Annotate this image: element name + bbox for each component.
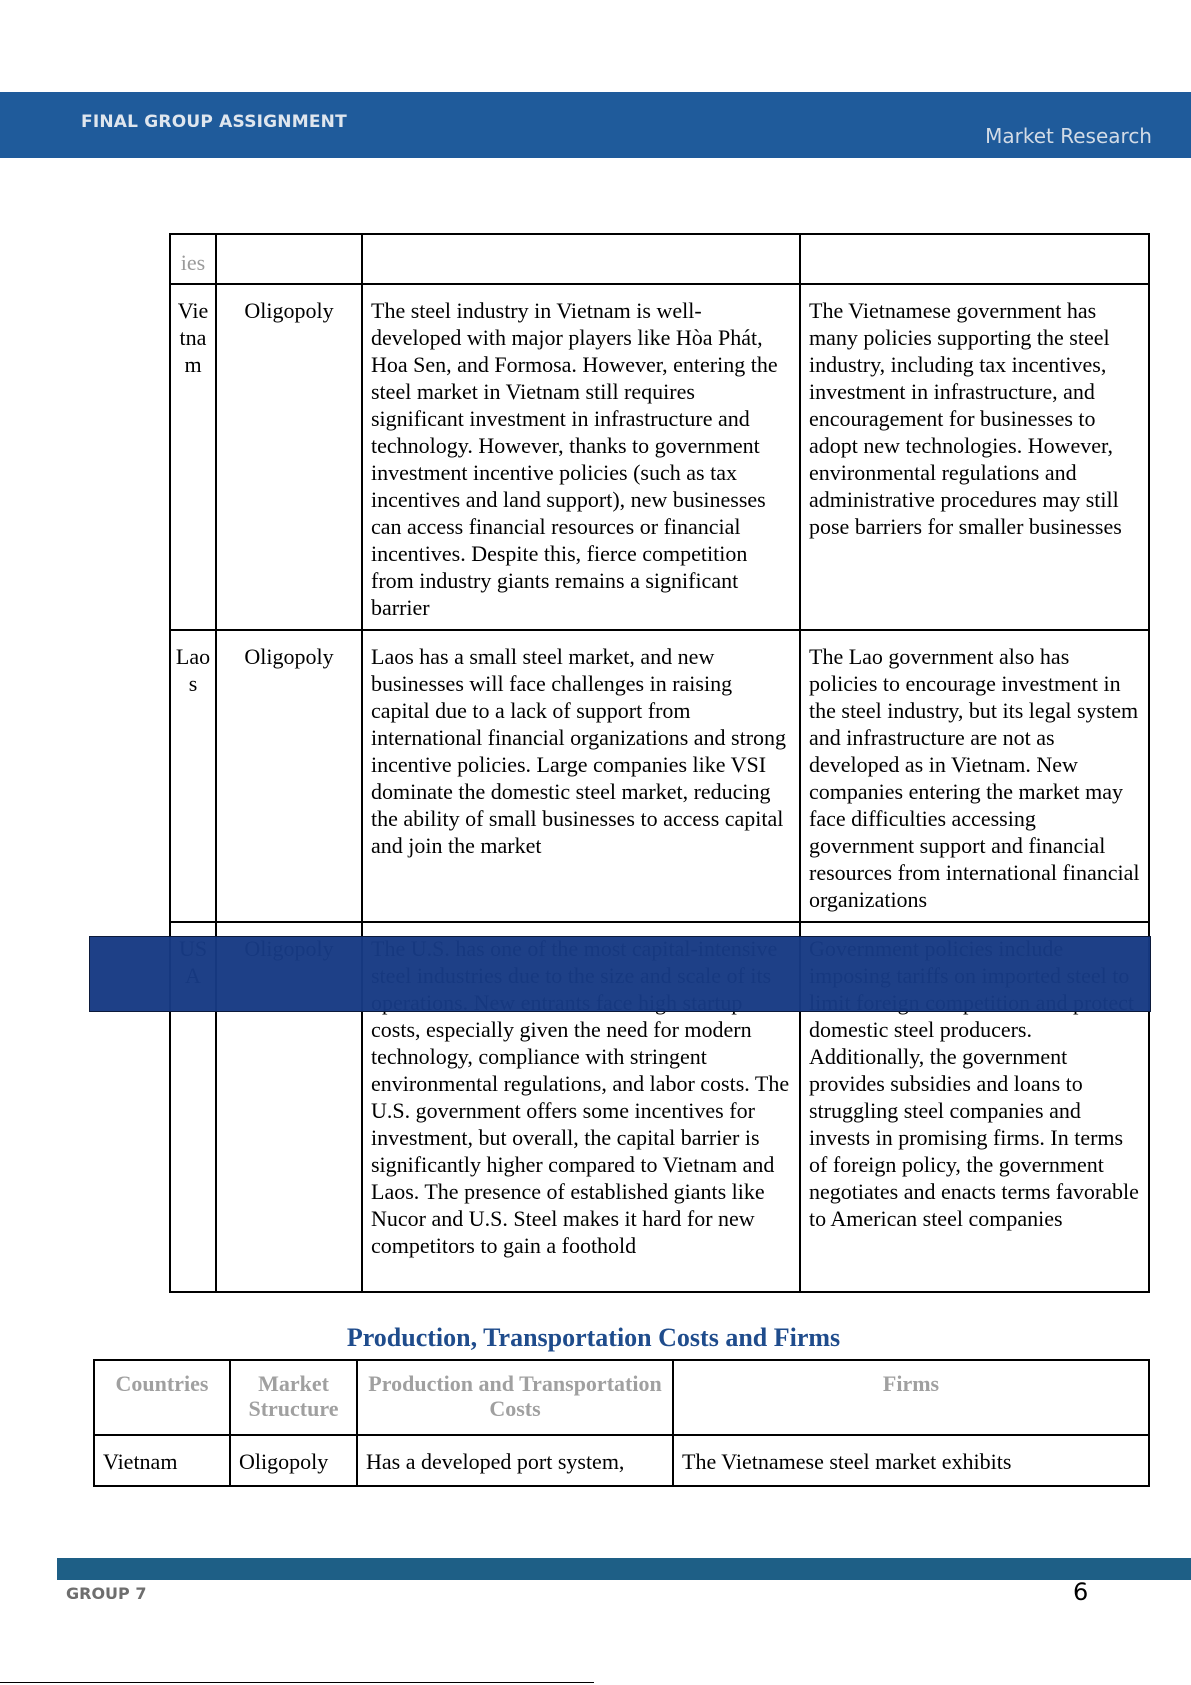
costs-table [93, 1359, 1150, 1487]
structure-cell: Oligopoly [230, 1435, 357, 1486]
firms-cell: The Vietnamese steel market exhibits [673, 1435, 1149, 1486]
table-row [170, 284, 1149, 630]
government-policy-cell: The Lao government also has policies to encourage investment in the steel industry, but its legal system and infrastructure are not as developed as in Vietnam. New companies entering the market may face difficulties accessing government support and financial resources from international financial organizations [800, 630, 1149, 922]
structure-cell: Oligopoly [216, 630, 362, 922]
header-title: FINAL GROUP ASSIGNMENT [81, 112, 347, 132]
column-header: Production and Transportation Costs [357, 1360, 673, 1435]
column-header: Market Structure [230, 1360, 357, 1435]
table-row [94, 1435, 1149, 1486]
column-header: Countries [94, 1360, 230, 1435]
table-row [170, 234, 1149, 284]
government-policy-cell: The Vietnamese government has many policies supporting the steel industry, including tax incentives, investment in infrastructure, and encouragement for businesses to adopt new technologies. However, environmental regulations and administrative procedures may still pose barriers for smaller businesses [800, 284, 1149, 630]
selection-highlight-bar [89, 936, 1151, 1012]
footnote-divider [0, 1682, 594, 1683]
government-policy-cell: domestic steel producers. Additionally, the government provides subsidies and loans to struggling steel companies and invests in promising firms. In terms of foreign policy, the government negotiates and enacts terms favorable to American steel companies [800, 922, 1149, 1292]
country-cell: Laos [170, 630, 216, 922]
table-header-row [94, 1360, 1149, 1435]
country-cell: Vietnam [94, 1435, 230, 1486]
footer-group: GROUP 7 [66, 1584, 147, 1603]
capital-barrier-cell: costs, especially given the need for modern technology, compliance with stringent environmental regulations, and labor costs. The U.S. government offers some incentives for investment, but overall, the capital barrier is significantly higher compared to Vietnam and Laos. The presence of established giants like Nucor and U.S. Steel makes it hard for new competitors to gain a foothold [362, 922, 800, 1292]
header-subtitle: Market Research [985, 124, 1152, 148]
country-cell: Vietnam [170, 284, 216, 630]
continued-header-cell: ies [170, 234, 216, 284]
barriers-table [169, 233, 1150, 1293]
capital-barrier-cell: Laos has a small steel market, and new businesses will face challenges in raising capital due to a lack of support from international financial organizations and strong incentive policies. Large companies like VSI dominate the domestic steel market, reducing the ability of small businesses to access capital and join the market [362, 630, 800, 922]
column-header: Firms [673, 1360, 1149, 1435]
structure-cell: Oligopoly [216, 284, 362, 630]
costs-cell: Has a developed port system, [357, 1435, 673, 1486]
section-title: Production, Transportation Costs and Firms [346, 1323, 841, 1352]
table-row [170, 630, 1149, 922]
footer-band [57, 1558, 1191, 1580]
capital-barrier-cell: The steel industry in Vietnam is well-developed with major players like Hòa Phát, Hoa Sen, and Formosa. However, entering the steel market in Vietnam still requires significant investment in infrastructure and technology. However, thanks to government investment incentive policies (such as tax incentives and land support), new businesses can access financial resources or financial incentives. Despite this, fierce competition from industry giants remains a significant barrier [362, 284, 800, 630]
page-number: 6 [1073, 1578, 1089, 1606]
